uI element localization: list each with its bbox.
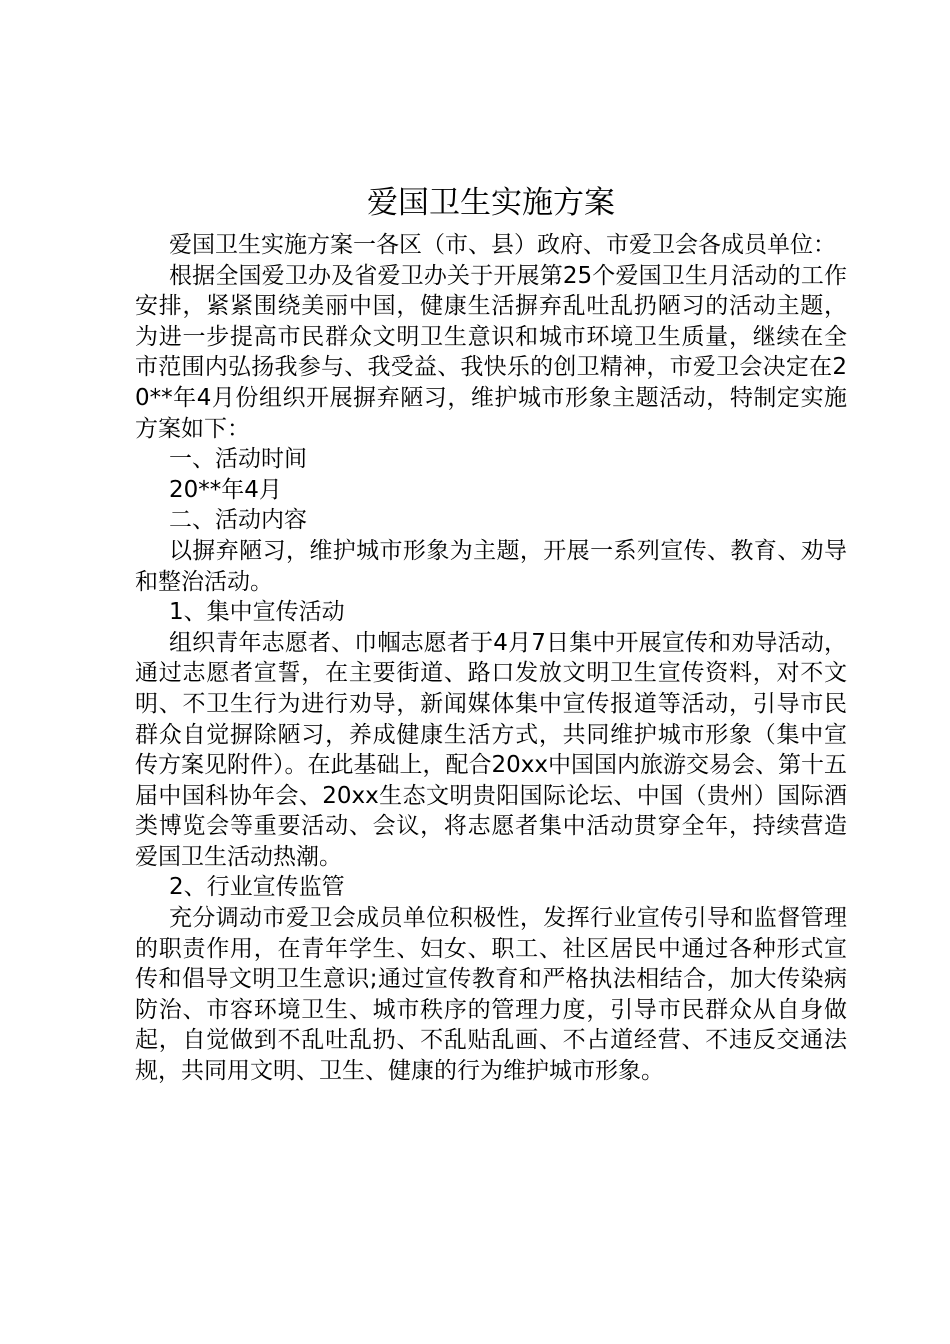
paragraph-intro: 根据全国爱卫办及省爱卫办关于开展第25个爱国卫生月活动的工作安排，紧紧围绕美丽中国，健康生活摒弃乱吐乱扔陋习的活动主题，为进一步提高市民群众文明卫生意识和城市环境卫生质量，继续在全市范围内弘扬我参与、我受益、我快乐的创卫精神，市爱卫会决定在20**年4月份组织开展摒弃陋习，维护城市形象主题活动，特制定实施方案如下： (135, 262, 847, 442)
heading-industry-supervision: 2、行业宣传监管 (169, 874, 345, 901)
heading-activity-time: 一、活动时间 (169, 446, 307, 473)
paragraph-industry-supervision: 充分调动市爱卫会成员单位积极性，发挥行业宣传引导和监督管理的职责作用，在青年学生、妇女、职工、社区居民中通过各种形式宣传和倡导文明卫生意识;通过宣传教育和严格执法相结合，加大传染病防治、市容环境卫生、城市秩序的管理力度，引导市民群众从自身做起，自觉做到不乱吐乱扔、不乱贴乱画、不占道经营、不违反交通法规，共同用文明、卫生、健康的行为维护城市形象。 (135, 905, 847, 1085)
heading-focused-publicity: 1、集中宣传活动 (169, 599, 345, 626)
paragraph-activity-theme: 以摒弃陋习，维护城市形象为主题，开展一系列宣传、教育、劝导和整治活动。 (135, 537, 847, 595)
paragraph-focused-publicity: 组织青年志愿者、巾帼志愿者于4月7日集中开展宣传和劝导活动，通过志愿者宣誓，在主要街道、路口发放文明卫生宣传资料，对不文明、不卫生行为进行劝导，新闻媒体集中宣传报道等活动，引导市民群众自觉摒除陋习，养成健康生活方式，共同维护城市形象（集中宣传方案见附件）。在此基础上，配合20xx中国国内旅游交易会、第十五届中国科协年会、20xx生态文明贵阳国际论坛、中国（贵州）国际酒类博览会等重要活动、会议，将志愿者集中活动贯穿全年，持续营造爱国卫生活动热潮。 (135, 629, 847, 870)
document-title: 爱国卫生实施方案 (367, 185, 615, 221)
paragraph-salutation: 爱国卫生实施方案一各区（市、县）政府、市爱卫会各成员单位： (169, 232, 836, 258)
heading-activity-content: 二、活动内容 (169, 507, 307, 534)
document-page (135, 180, 847, 1087)
paragraph-activity-date: 20**年4月 (169, 476, 282, 503)
